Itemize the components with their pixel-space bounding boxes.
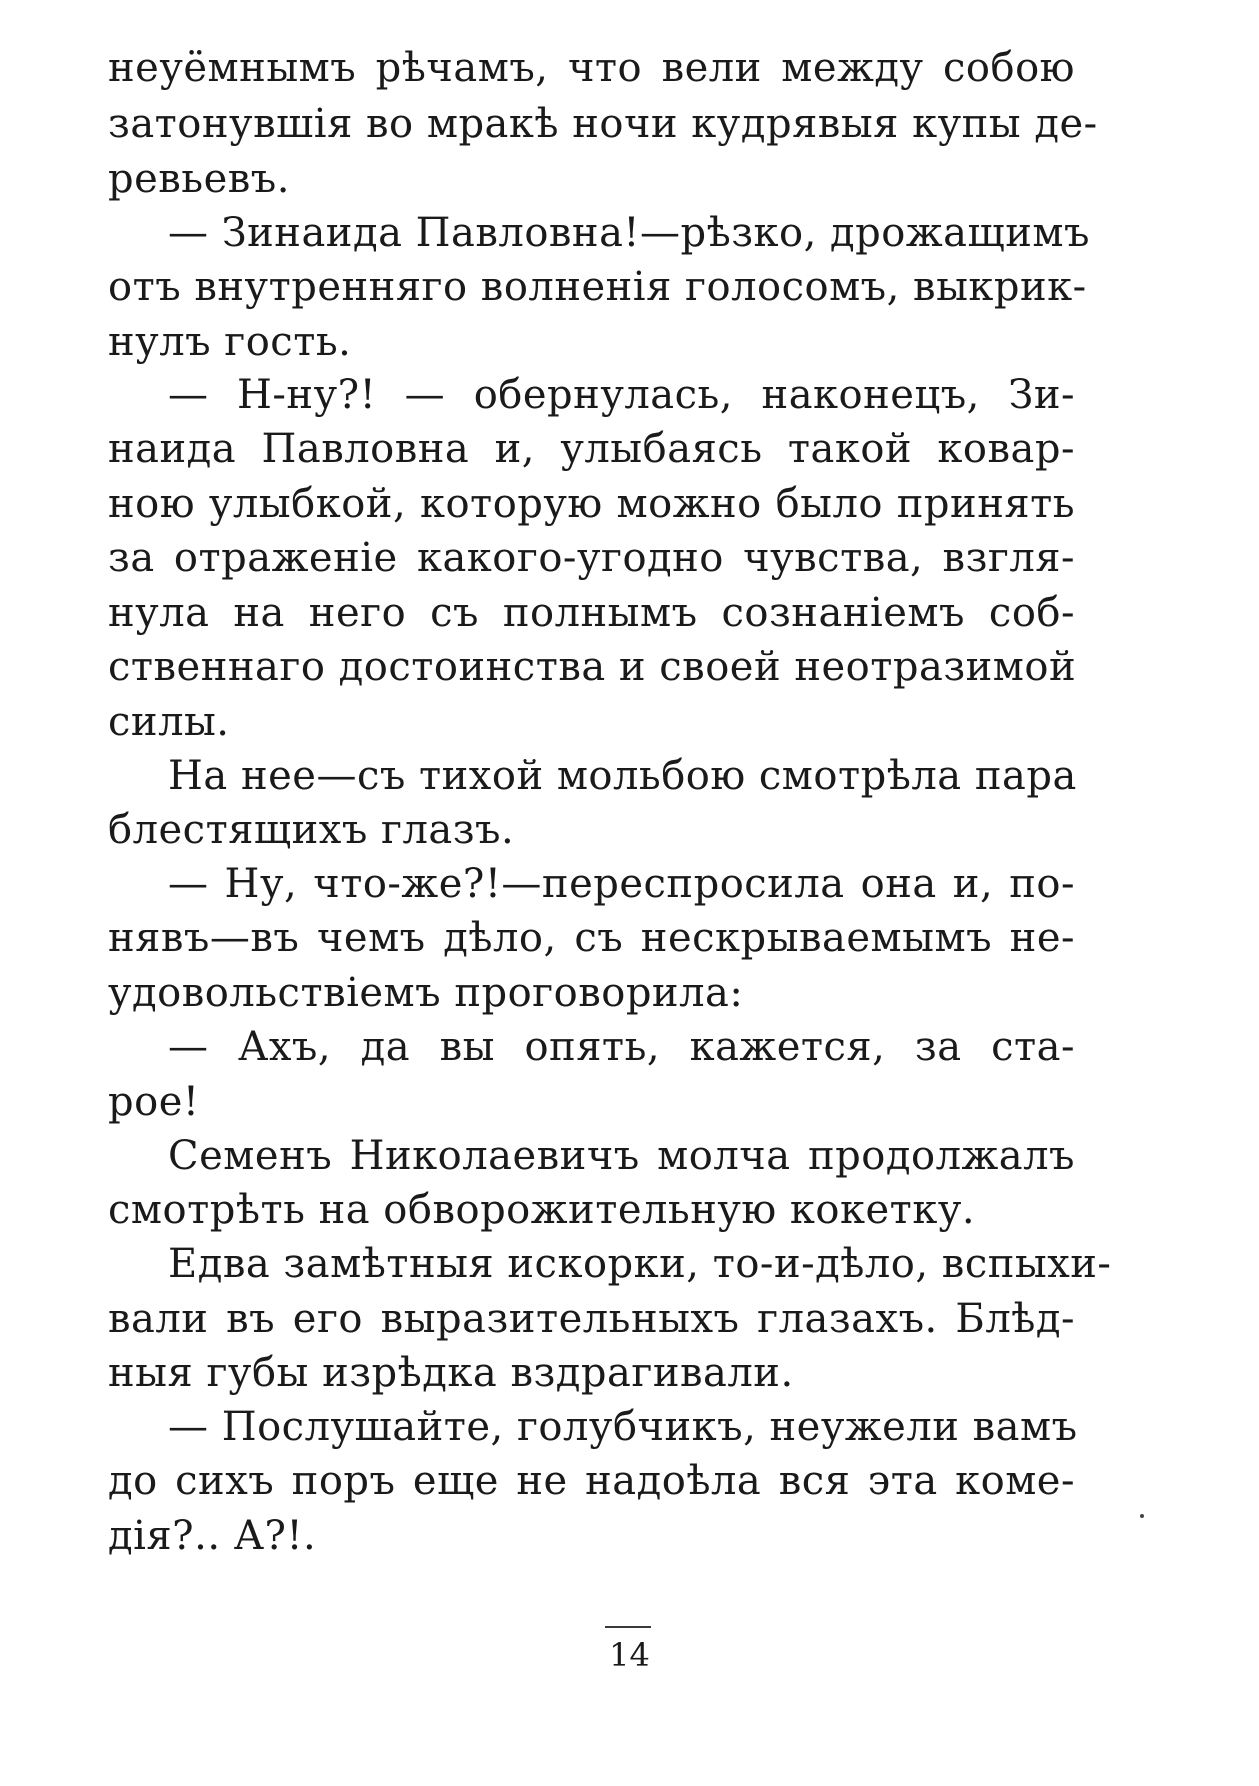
text-line: неуёмнымъ рѣчамъ, что вели между собою: [108, 45, 1075, 91]
text-line: ною улыбкой, которую можно было принять: [108, 481, 1075, 527]
text-line: ственнаго достоинства и своей неотразимой: [108, 644, 1077, 690]
text-line: — Н-ну?! — обернулась, наконецъ, Зи-: [168, 372, 1075, 418]
ink-speck: [1140, 1514, 1144, 1518]
text-line: нявъ—въ чемъ дѣло, съ нескрываемымъ не-: [108, 915, 1075, 961]
text-line: удовольствіемъ проговорила:: [108, 970, 744, 1016]
text-line: вали въ его выразительныхъ глазахъ. Блѣд-: [108, 1296, 1075, 1342]
text-line: На нее—съ тихой мольбою смотрѣла пара: [168, 753, 1077, 799]
text-line: нулъ гость.: [108, 319, 352, 365]
text-line: — Послушайте, голубчикъ, неужели вамъ: [168, 1404, 1078, 1450]
text-line: Едва замѣтныя искорки, то-и-дѣло, вспыхи-: [168, 1241, 1112, 1287]
text-line: Семенъ Николаевичъ молча продолжалъ: [168, 1133, 1075, 1179]
text-line: — Ахъ, да вы опять, кажется, за ста-: [168, 1024, 1075, 1070]
text-line: до сихъ поръ еще не надоѣла вся эта коме-: [108, 1458, 1075, 1504]
text-line: рое!: [108, 1079, 200, 1125]
text-line: дія?.. А?!.: [108, 1513, 317, 1559]
text-line: нула на него съ полнымъ сознаніемъ соб-: [108, 590, 1075, 636]
text-line: затонувшія во мракѣ ночи кудрявыя купы де-: [108, 101, 1098, 147]
text-line: — Зинаида Павловна!—рѣзко, дрожащимъ: [168, 210, 1090, 256]
footer-rule: [605, 1626, 651, 1628]
text-line: блестящихъ глазъ.: [108, 807, 515, 853]
text-line: смотрѣть на обворожительную кокетку.: [108, 1187, 976, 1233]
text-line: отъ внутренняго волненія голосомъ, выкрик-: [108, 264, 1087, 310]
text-line: наида Павловна и, улыбаясь такой ковар-: [108, 426, 1075, 472]
text-line: силы.: [108, 699, 230, 745]
text-line: ревьевъ.: [108, 156, 290, 202]
text-line: — Ну, что-же?!—переспросила она и, по-: [168, 861, 1075, 907]
text-line: ныя губы изрѣдка вздрагивали.: [108, 1350, 794, 1396]
page-number: 14: [609, 1636, 650, 1674]
text-line: за отраженіе какого-угодно чувства, взгля-: [108, 535, 1075, 581]
